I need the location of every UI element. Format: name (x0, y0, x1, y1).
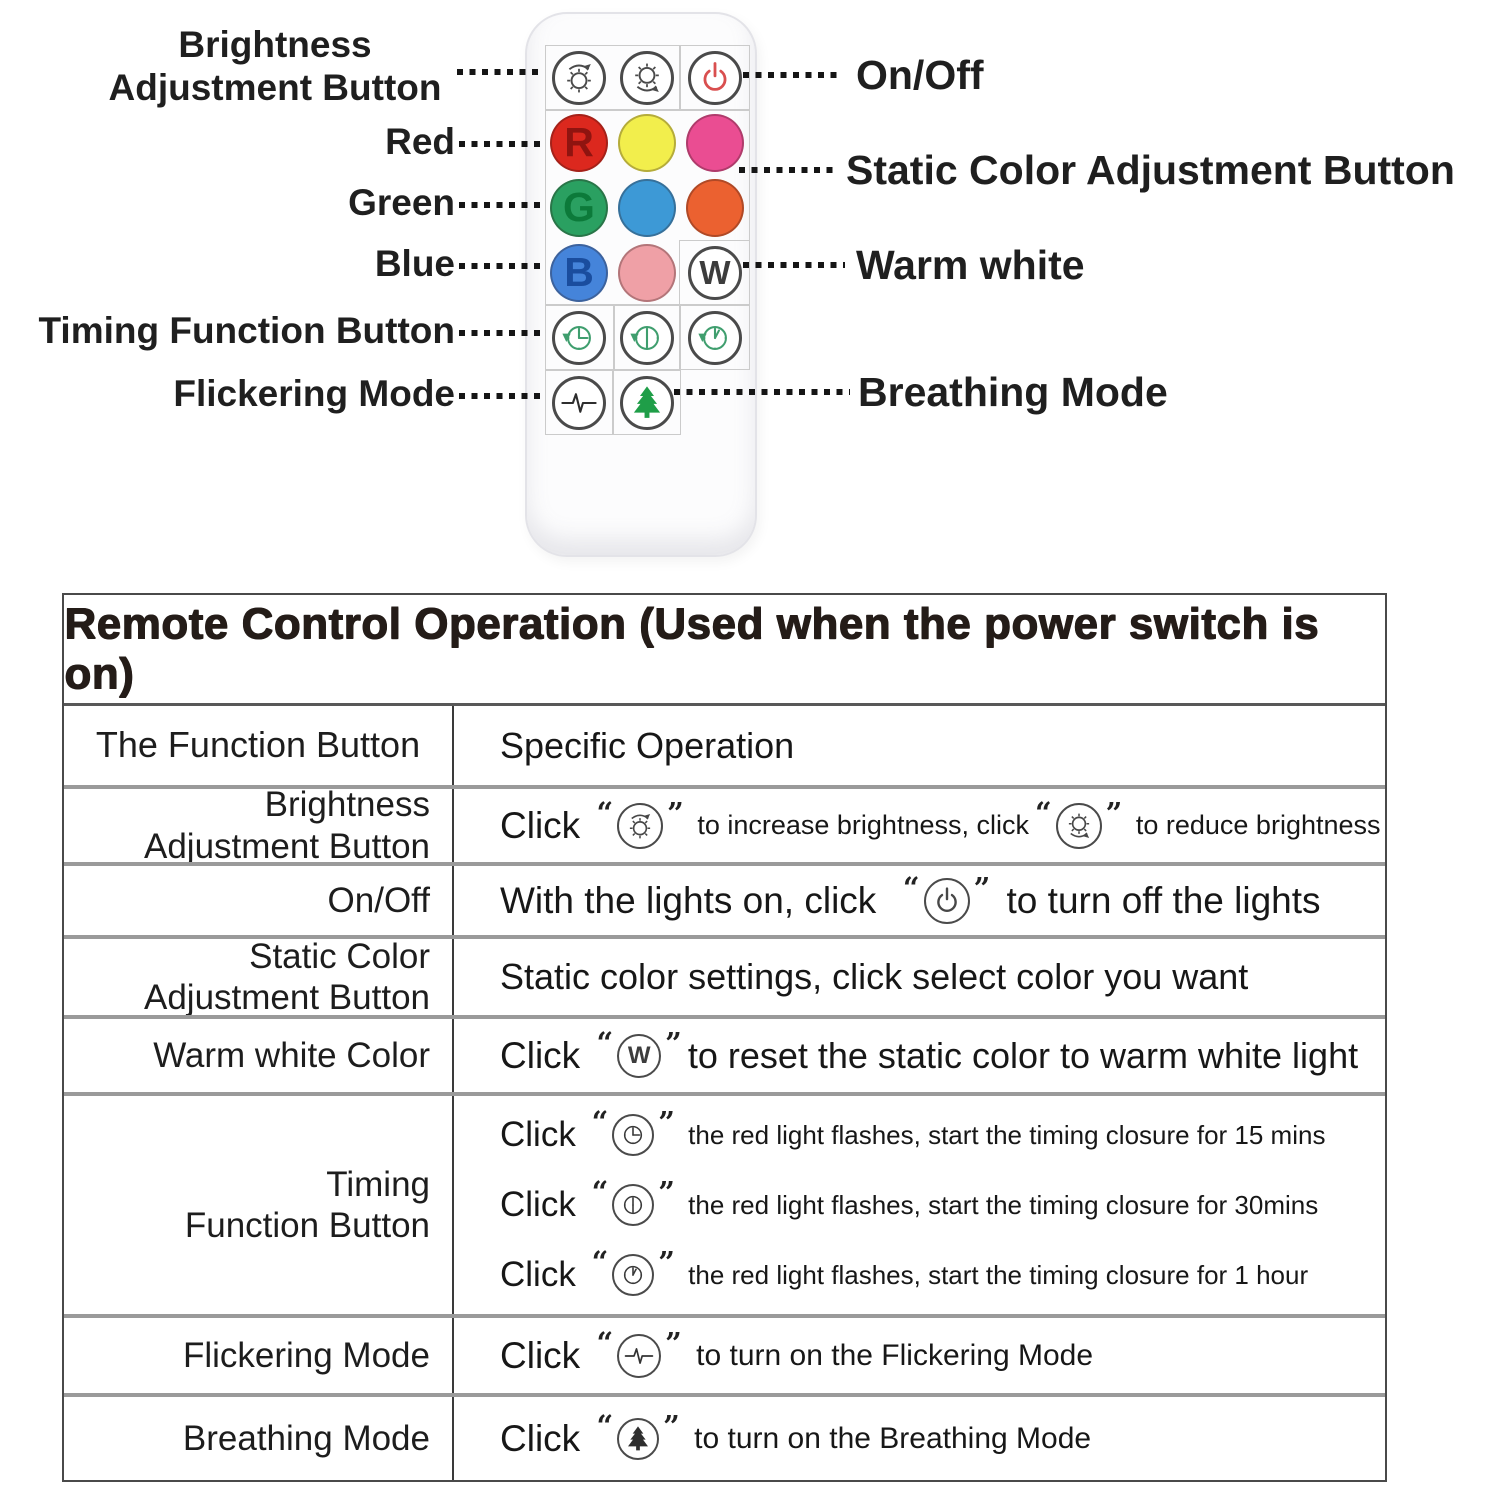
color-green-button (550, 179, 608, 237)
operation-line: Click “ ” the red light flashes, start the timing closure for 1 hour (500, 1245, 1309, 1294)
function-label: Breathing Mode (182, 1418, 430, 1458)
operation-cell-onoff (454, 866, 1385, 935)
operation-cell-flickering (454, 1318, 1385, 1393)
label-onoff: On/Off (856, 52, 984, 98)
operation-text: Click (500, 1185, 586, 1224)
color-magenta-button (686, 114, 744, 172)
dotted-leader (459, 263, 545, 269)
function-label: Flickering Mode (182, 1335, 430, 1375)
flicker-icon (558, 382, 600, 424)
function-label: On/Off (327, 880, 430, 920)
function-label: Adjustment Button (144, 978, 430, 1017)
operation-line (500, 956, 1385, 998)
table-row-onoff (64, 862, 1385, 935)
operation-text: to reset the static color to warm white light (687, 1034, 1359, 1076)
operation-text: Click (500, 1334, 591, 1376)
breathing-mode-button (620, 376, 674, 430)
table-row-timing (64, 1092, 1385, 1314)
brightness-down-icon (626, 57, 668, 99)
cell-divider (679, 45, 681, 110)
warm-white-icon (617, 1034, 661, 1078)
operation-text: Click (500, 1417, 591, 1459)
dotted-leader (739, 167, 839, 173)
operation-line: Click “ W ” to reset the static color to warm white light (500, 1025, 1359, 1076)
operation-line: With the lights on, click “ ” to turn off the lights (500, 878, 1385, 924)
table-title: Remote Control Operation (Used when the power switch is on) (64, 595, 1385, 706)
function-cell-timing (64, 1096, 454, 1314)
table-body (64, 785, 1385, 1480)
operation-text: to turn off the lights (996, 879, 1321, 921)
color-blue-button (618, 179, 676, 237)
color-red-button-letter: R (564, 119, 594, 165)
operation-text: With the lights on, click (500, 879, 897, 921)
remote-control (525, 12, 757, 557)
label-timing: Timing Function Button (38, 310, 455, 351)
timer-30-icon (626, 317, 668, 359)
timer-30min-button (620, 311, 674, 365)
warm-white-letter: W (627, 1041, 651, 1069)
table-row-static-color (64, 935, 1385, 1015)
function-label: Adjustment Button (144, 826, 430, 866)
table-row-breathing (64, 1393, 1385, 1480)
dotted-leader (459, 393, 543, 399)
label-warmwhite: Warm white (856, 242, 1085, 288)
function-cell-brightness (64, 785, 454, 866)
operation-cell-timing (454, 1096, 1385, 1314)
operation-text: to turn on the Breathing Mode (685, 1421, 1092, 1455)
function-label: Warm white Color (153, 1035, 430, 1075)
operation-text: to increase brightness, click (689, 810, 1029, 840)
power-button (688, 51, 742, 105)
operation-text: the red light flashes, start the timing closure for 1 hour (680, 1259, 1309, 1290)
operation-text: Click (500, 1115, 586, 1154)
operation-table (62, 593, 1387, 1482)
color-royalblue-button (550, 244, 608, 302)
operation-line: Click “ ” to increase brightness, click “ ” to reduce brightness (500, 803, 1385, 849)
function-label: Function Button (184, 1206, 430, 1245)
dotted-leader (674, 389, 850, 395)
warm-white-button (688, 246, 742, 300)
table-row-brightness (64, 785, 1385, 866)
operation-line: Click “ ” to turn on the Breathing Mode (500, 1408, 1092, 1459)
label-red: Red (385, 121, 455, 162)
timer-15-icon (612, 1114, 654, 1156)
timer-60-icon (694, 317, 736, 359)
flicker-icon (617, 1334, 661, 1378)
function-label: Brightness (264, 785, 430, 825)
color-green-button-letter: G (563, 184, 595, 230)
color-red-button (550, 114, 608, 172)
operation-text: the red light flashes, start the timing closure for 30mins (680, 1189, 1319, 1220)
operation-cell-brightness (454, 789, 1385, 862)
table-header-row (64, 706, 1385, 785)
brightness-down-icon (1056, 803, 1102, 849)
table-row-flickering (64, 1314, 1385, 1393)
power-icon (694, 57, 736, 99)
operation-text: Click (500, 1255, 586, 1294)
function-cell-breathing (64, 1397, 454, 1480)
operation-text: to turn on the Flickering Mode (687, 1338, 1094, 1372)
tree-icon (626, 382, 668, 424)
dotted-leader (459, 202, 545, 208)
dotted-leader (743, 262, 845, 268)
operation-text: Static color settings, click select color you want (500, 956, 1249, 997)
function-label: Static Color (249, 936, 430, 976)
label-static: Static Color Adjustment Button (846, 147, 1455, 193)
timer-60-icon (612, 1254, 654, 1296)
label-flickering: Flickering Mode (173, 373, 455, 414)
color-pink-button (618, 244, 676, 302)
dotted-leader (743, 72, 843, 78)
operation-cell-warm-white (454, 1019, 1385, 1092)
brightness-up-button (552, 51, 606, 105)
label-breathing: Breathing Mode (858, 369, 1168, 415)
timer-15min-button (552, 311, 606, 365)
operation-line: Click “ ” to turn on the Flickering Mode (500, 1325, 1094, 1376)
label-brightness: Brightness Adjustment Button (108, 24, 442, 108)
operation-line: Click “ ” the red light flashes, start the timing closure for 30mins (500, 1175, 1319, 1224)
table-row-warm-white (64, 1015, 1385, 1092)
function-cell-static-color (64, 936, 454, 1017)
operation-text: to reduce brightness (1128, 810, 1381, 840)
column-header-function: The Function Button (64, 706, 454, 785)
brightness-down-button (620, 51, 674, 105)
flickering-mode-button (552, 376, 606, 430)
operation-cell-static-color (454, 939, 1385, 1015)
timer-1hour-button (688, 311, 742, 365)
brightness-up-icon (617, 803, 663, 849)
label-blue: Blue (374, 243, 455, 284)
warm-white-icon: W (699, 254, 731, 291)
operation-text: Click (500, 804, 591, 846)
operation-cell-breathing (454, 1397, 1385, 1480)
color-royalblue-button-letter: B (564, 249, 594, 295)
column-header-operation: Specific Operation (500, 724, 795, 766)
timer-30-icon (612, 1184, 654, 1226)
function-cell-onoff (64, 866, 454, 935)
cell-divider (613, 305, 615, 370)
dotted-leader (459, 330, 545, 336)
label-green: Green (348, 182, 455, 223)
dotted-leader (457, 69, 543, 75)
function-cell-flickering (64, 1318, 454, 1393)
operation-text: the red light flashes, start the timing closure for 15 mins (680, 1119, 1326, 1150)
tree-icon (617, 1418, 659, 1460)
function-label: Timing (326, 1164, 430, 1204)
function-cell-warm-white (64, 1019, 454, 1092)
cell-divider (679, 305, 681, 370)
brightness-up-icon (558, 57, 600, 99)
color-orange-button (686, 179, 744, 237)
timer-15-icon (558, 317, 600, 359)
power-icon (924, 878, 970, 924)
color-yellow-button (618, 114, 676, 172)
dotted-leader (459, 141, 545, 147)
operation-text: Click (500, 1034, 591, 1076)
operation-line: Click “ ” the red light flashes, start the timing closure for 15 mins (500, 1105, 1326, 1154)
